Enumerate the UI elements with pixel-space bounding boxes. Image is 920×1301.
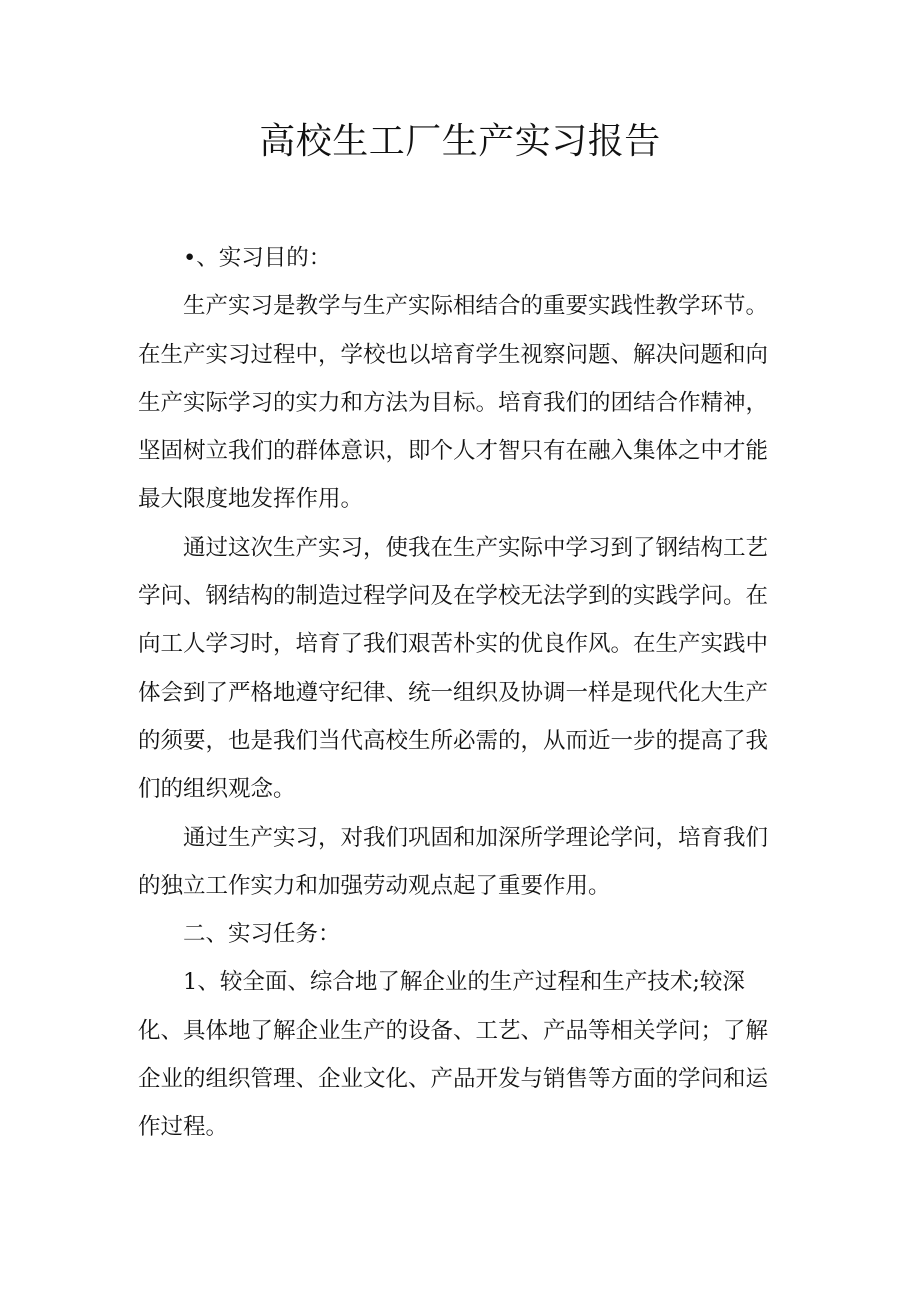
paragraph-benefit: 通过生产实习，对我们巩固和加深所学理论学问，培育我们的独立工作实力和加强劳动观点起了重要作用。: [138, 824, 769, 899]
section-heading-purpose: •、实习目的：: [183, 245, 332, 271]
paragraph-purpose: 生产实习是教学与生产实际相结合的重要实践性教学环节。在生产实习过程中，学校也以培育学生视察问题、解决问题和向生产实际学习的实力和方法为目标。培育我们的团结合作精神，坚固树立我们的群体意识，即个人才智只有在融入集体之中才能最大限度地发挥作用。: [138, 293, 769, 513]
paragraph-experience: 通过这次生产实习，使我在生产实际中学习到了钢结构工艺学问、钢结构的制造过程学问及在学校无法学到的实践学问。在向工人学习时，培育了我们艰苦朴实的优良作风。在生产实践中体会到了严格地遵守纪律、统一组织及协调一样是现代化大生产的须要，也是我们当代高校生所必需的，从而近一步的提高了我们的组织观念。: [138, 534, 769, 803]
paragraph-task-1: 1、较全面、综合地了解企业的生产过程和生产技术;较深化、具体地了解企业生产的设备、工艺、产品等相关学问；了解企业的组织管理、企业文化、产品开发与销售等方面的学问和运作过程。: [138, 969, 769, 1141]
document-title: 高校生工厂生产实习报告: [259, 121, 661, 162]
document-body: [138, 234, 788, 1152]
section-heading-tasks: 二、实习任务：: [183, 921, 341, 948]
